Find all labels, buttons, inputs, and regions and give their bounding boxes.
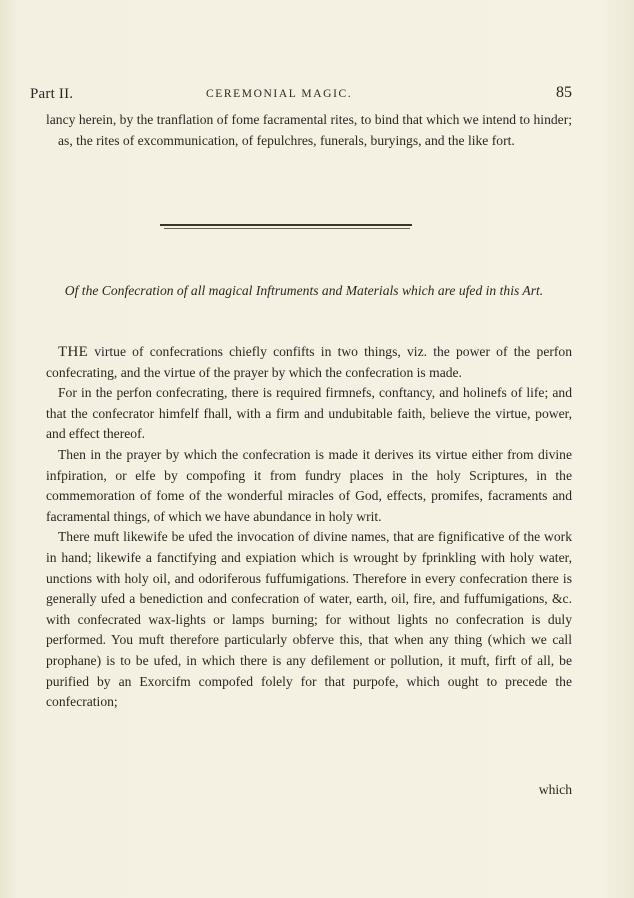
intro-paragraph-block bbox=[46, 110, 572, 151]
paragraph-text: There muft likewife be ufed the invocation of divine names, that are fignificative of the work in hand; likewife a fanctifying and expiation which is wrought by fprinkling with holy water, unctions with holy oil, and odoriferous fuffumigations. Therefore in every confecration there is generally ufed a benediction and confecration of water, earth, oil, fire, and fuffumigations, &c. with confecrated wax-lights or lamps burning; for without lights no confecration is duly performed. You muft therefore particularly obferve this, that when any thing (which we call prophane) is to be ufed, in which there is any defilement or pollution, it muft, firft of all, be purified by an Exorcifm compofed folely for that purpofe, which ought to precede the confecration; bbox=[46, 529, 572, 710]
paragraph-text: For in the perfon confecrating, there is required firmnefs, conftancy, and holinefs of life; and that the confecrator himfelf fhall, with a firm and undubitable faith, believe the virtue, power, and effect thereof. bbox=[46, 385, 572, 442]
chapter-heading: Of the Confecration of all magical Inftruments and Materials which are ufed in this Art. bbox=[64, 283, 544, 298]
paragraph bbox=[46, 445, 572, 527]
body-text bbox=[46, 342, 572, 713]
paragraph bbox=[46, 527, 572, 712]
page-number: 85 bbox=[556, 84, 572, 101]
paragraph-text: Then in the prayer by which the confecration is made it derives its virtue either from divine infpiration, or elfe by compofing it from fundry places in the holy Scriptures, in the commemoration of fome of the wonderful miracles of God, effects, promifes, facraments and facramental things, of which we have abundance in holy writ. bbox=[46, 446, 572, 524]
paragraph bbox=[46, 383, 572, 445]
paragraph bbox=[46, 342, 572, 383]
divider-thick-line bbox=[160, 224, 412, 226]
section-title: CEREMONIAL MAGIC. bbox=[206, 88, 353, 100]
intro-paragraph: lancy herein, by the tranflation of fome facramental rites, to bind that which we intend to hinder; as, the rites of excommunication, of fepulchres, funerals, buryings, and the like fort. bbox=[46, 112, 572, 148]
section-divider bbox=[160, 224, 412, 229]
catchword: which bbox=[538, 782, 572, 797]
running-head bbox=[30, 84, 572, 106]
part-label: Part II. bbox=[30, 86, 74, 102]
divider-thin-line bbox=[164, 228, 410, 229]
paragraph-first-word: THE bbox=[58, 344, 89, 360]
paragraph-text: virtue of confecrations chiefly confifts in two things, viz. the power of the perfon confecrating, and the virtue of the prayer by which the confecration is made. bbox=[46, 344, 572, 380]
